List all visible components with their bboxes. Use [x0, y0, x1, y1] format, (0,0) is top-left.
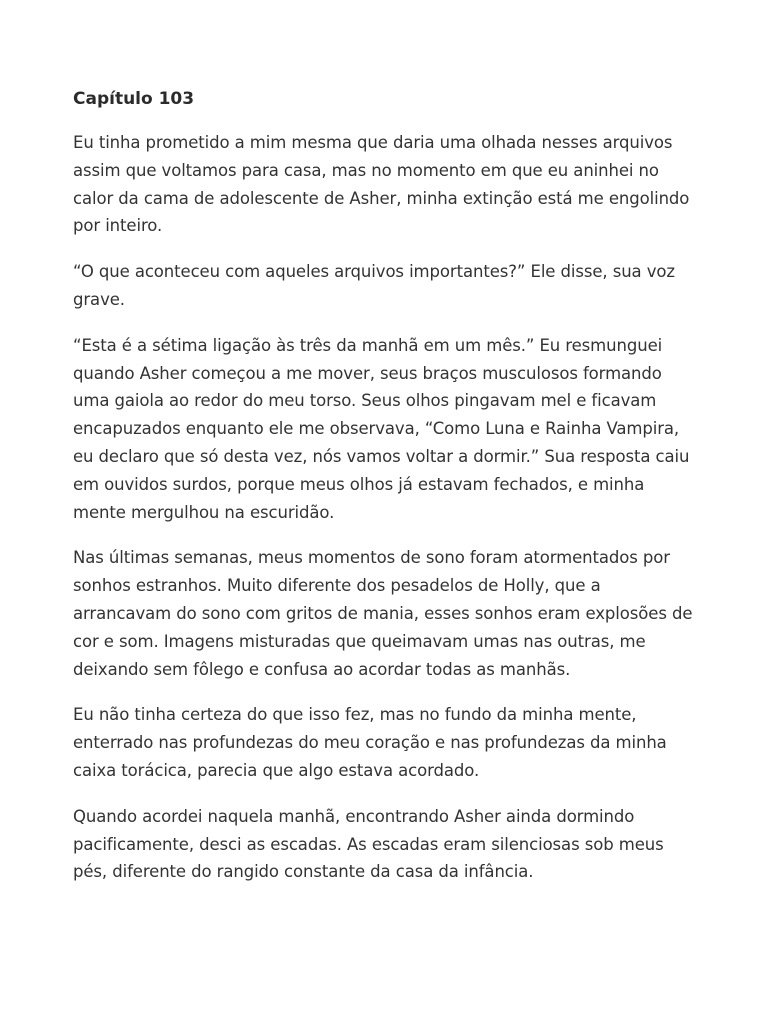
chapter-title: Capítulo 103	[73, 89, 195, 109]
paragraph-2: “O que aconteceu com aqueles arquivos importantes?” Ele disse, sua voz grave.	[73, 262, 675, 309]
paragraph-6: Quando acordei naquela manhã, encontrando Asher ainda dormindo pacificamente, desci as escadas. As escadas eram silenciosas sob meus pés, diferente do rangido constante da casa da infância.	[73, 806, 664, 882]
paragraph-5: Eu não tinha certeza do que isso fez, mas no fundo da minha mente, enterrado nas profundezas do meu coração e nas profundezas da minha caixa torácica, parecia que algo estava acordado.	[73, 705, 667, 780]
paragraph-3: “Esta é a sétima ligação às três da manhã em um mês.” Eu resmunguei quando Asher começou a me mover, seus braços musculosos formando uma gaiola ao redor do meu torso. Seus olhos pingavam mel e ficavam encapuzados enquanto ele me observava, “Como Luna e Rainha Vampira, eu declaro que só desta vez, nós vamos voltar a dormir.” Sua resposta caiu em ouvidos surdos, porque meus olhos já estavam fechados, e minha mente mergulhou na escuridão.	[73, 335, 690, 522]
paragraph-4: Nas últimas semanas, meus momentos de sono foram atormentados por sonhos estranhos. Muito diferente dos pesadelos de Holly, que a arrancavam do sono com gritos de mania, esses sonhos eram explosões de cor e som. Imagens misturadas que queimavam umas nas outras, me deixando sem fôlego e confusa ao acordar todas as manhãs.	[73, 548, 693, 679]
paragraph-1: Eu tinha prometido a mim mesma que daria uma olhada nesses arquivos assim que voltamos para casa, mas no momento em que eu aninhei no calor da cama de adolescente de Asher, minha extinção está me engolindo por inteiro.	[73, 133, 690, 236]
